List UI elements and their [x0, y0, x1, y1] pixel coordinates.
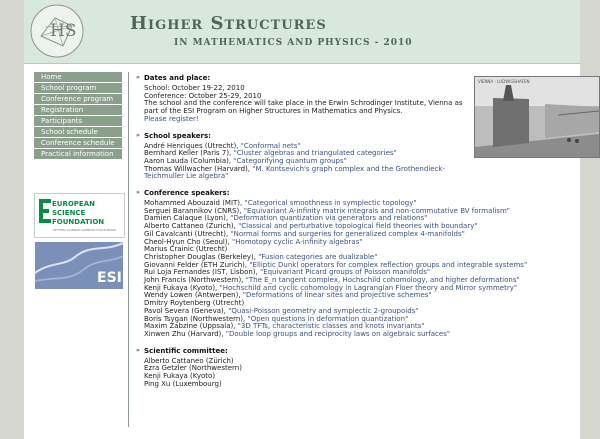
nav-school-program[interactable]: School program: [34, 83, 122, 94]
esf-word-1: EUROPEAN: [52, 200, 95, 208]
speaker-name: Xinwen Zhu (Harvard),: [144, 329, 226, 338]
speaker-name: Damien Calaque (Lyon),: [144, 214, 231, 223]
esf-word-2: SCIENCE: [52, 209, 86, 217]
talk-title[interactable]: "3D TFTs, characteristic classes and knots invariants": [237, 322, 425, 331]
nav-conference-program[interactable]: Conference program: [34, 94, 122, 105]
nav-conference-schedule[interactable]: Conference schedule: [34, 138, 122, 149]
talk-title[interactable]: "Fusion categories are dualizable": [258, 252, 378, 261]
talk-title[interactable]: "M. Kontsevich's graph complex and the Grothendieck-: [252, 164, 445, 173]
speaker-name: Marius Crainic (Utrecht): [144, 245, 228, 254]
talk-title[interactable]: "Elliptic Dunkl operators for complex reflection groups and integrable systems": [249, 260, 528, 269]
bullet-icon: »: [136, 189, 140, 197]
talk-title[interactable]: "Categorical smoothness in symplectic topology": [244, 199, 417, 208]
bullet-icon: »: [136, 346, 140, 354]
talk-title[interactable]: "Normal forms and surgeries for generalized complex 4-manifolds": [230, 229, 465, 238]
talk-title-continued[interactable]: Teichmuller Lie algebra": [144, 172, 229, 181]
nav-participants[interactable]: Participants: [34, 116, 122, 127]
bullet-icon: »: [136, 74, 140, 81]
speaker-name: Boris Tsygan (Northwestern),: [144, 314, 248, 323]
committee-member: Ping Xu (Luxembourg): [144, 379, 222, 388]
speaker-name: Dmitry Roytenberg (Utrecht): [144, 299, 245, 308]
school-speakers-section: [136, 132, 566, 182]
title-subtitle: IN MATHEMATICS AND PHYSICS - 2010: [174, 38, 413, 48]
esf-logo: [35, 194, 124, 237]
nav-home[interactable]: Home: [34, 72, 122, 83]
talk-title[interactable]: "Deformations of linear sites and projective schemes": [242, 291, 432, 300]
venue-text: The school and the conference will take place in the Erwin Schrodinger Institute, Vienna as: [144, 99, 463, 108]
talk-title[interactable]: "Cluster algebras and triangulated categories": [233, 149, 397, 158]
committee-member: Alberto Cattaneo (Zürich): [144, 356, 234, 365]
speaker-name: Giovanni Felder (ETH Zurich),: [144, 260, 250, 269]
talk-title[interactable]: "Hochschild and cyclic cohomology in Lagrangian Floer theory and Mirror symmetry": [219, 283, 518, 292]
speaker-name: Kenji Fukaya (Kyoto),: [144, 283, 220, 292]
speaker-name: Aaron Lauda (Columbia),: [144, 156, 234, 165]
speaker-name: Mohammed Abouzaid (MIT),: [144, 199, 245, 208]
site-title: [130, 13, 413, 48]
talk-title[interactable]: "Equivariant A-infinity matrix integrals and non-commutative BV formalism": [243, 206, 510, 215]
esf-logo-link[interactable]: [34, 193, 125, 238]
school-speakers-heading: School speakers:: [144, 131, 211, 140]
speaker-name: Serguei Barannikov (CNRS),: [144, 206, 244, 215]
photo-caption: VIENNA - LUDWIGSHAFEN: [478, 79, 530, 84]
dates-section: [136, 74, 566, 124]
nav-practical-information[interactable]: Practical information: [34, 149, 122, 160]
esf-word-3: FOUNDATION: [52, 218, 105, 226]
speaker-name: Maxim Zabzine (Uppsala),: [144, 322, 238, 331]
bullet-icon: »: [136, 131, 140, 139]
talk-title[interactable]: "Conformal nets": [240, 141, 301, 150]
site-header: [24, 0, 580, 64]
sidebar-navigation: [34, 72, 122, 160]
school-date: School: October 19-22, 2010: [144, 84, 245, 92]
esi-text: ESI: [97, 270, 122, 286]
speaker-name: Christopher Douglas (Berkeley),: [144, 252, 259, 261]
committee-heading: Scientific committee:: [144, 346, 228, 355]
program-text: part of the ESI Program on Higher Structures in Mathematics and Physics.: [144, 107, 403, 116]
speaker-name: Pavol Severa (Geneva),: [144, 306, 229, 315]
nav-school-schedule[interactable]: School schedule: [34, 127, 122, 138]
conference-date: Conference: October 25-29, 2010: [144, 91, 262, 100]
committee-member: Kenji Fukaya (Kyoto): [144, 372, 216, 381]
speaker-name: Rui Loja Fernandes (IST, Lisbon),: [144, 268, 260, 277]
dates-heading: Dates and place:: [144, 74, 211, 82]
committee-member: Ezra Getzler (Northwestern): [144, 364, 242, 373]
talk-title[interactable]: "Quasi-Poisson geometry and symplectic 2-groupoids": [228, 306, 419, 315]
speaker-name: André Henriques (Utrecht),: [144, 141, 241, 150]
speaker-name: Alberto Cattaneo (Zurich),: [144, 222, 239, 231]
speaker-name: John Francis (Northwestern),: [144, 276, 246, 285]
esi-logo: [35, 242, 123, 289]
talk-title[interactable]: "Equivariant Picard groups of Poisson manifolds": [259, 268, 431, 277]
svg-text:HS: HS: [50, 21, 77, 41]
speaker-name: Bernhard Keller (Paris 7),: [144, 149, 234, 158]
talk-title[interactable]: "Double loop groups and reciprocity laws on algebraic surfaces": [225, 329, 451, 338]
speaker-name: Thomas Willwacher (Harvard),: [144, 164, 253, 173]
page: [24, 0, 580, 439]
conference-speakers-section: [136, 189, 566, 339]
conference-speaker-row: [144, 331, 566, 339]
committee-section: [136, 347, 566, 389]
esi-logo-link[interactable]: [35, 242, 123, 289]
talk-title[interactable]: "Categorifying quantum groups": [233, 156, 347, 165]
main-content: [136, 74, 566, 397]
conference-speakers-heading: Conference speakers:: [144, 189, 230, 198]
talk-title[interactable]: "Deformation quantization via generators and relations": [230, 214, 428, 223]
talk-title[interactable]: "Open questions in deformation quantization": [247, 314, 409, 323]
nav-registration[interactable]: Registration: [34, 105, 122, 116]
hs-logo: [29, 3, 85, 59]
title-main: Higher Structures: [130, 13, 327, 34]
speaker-name: Cheol-Hyun Cho (Seoul),: [144, 237, 233, 246]
register-link[interactable]: Please register!: [144, 114, 199, 123]
talk-title[interactable]: "Homotopy cyclic A-infinity algebras": [232, 237, 363, 246]
talk-title[interactable]: "The E_n tangent complex, Hochschild cohomology, and higher deformations": [245, 276, 520, 285]
esf-tagline: SETTING SCIENCE AGENDAS FOR EUROPE: [53, 228, 116, 232]
speaker-name: Gil Cavalcanti (Utrecht),: [144, 229, 231, 238]
speaker-name: Wendy Lowen (Antwerpen),: [144, 291, 243, 300]
talk-title[interactable]: "Classical and perturbative topological field theories with boundary": [238, 222, 478, 231]
vertical-divider: [128, 72, 129, 427]
